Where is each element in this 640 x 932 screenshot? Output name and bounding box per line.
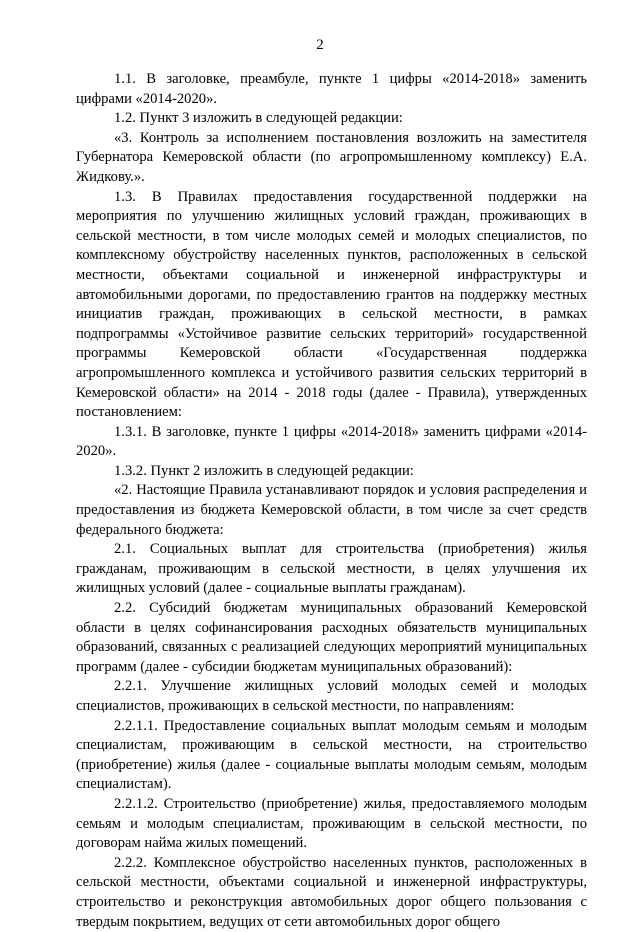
paragraph-1-2: 1.2. Пункт 3 изложить в следующей редакции: (114, 110, 403, 127)
document-body (76, 70, 587, 932)
paragraph-quote-2: «2. Настоящие Правила устанавливают порядок и условия распределения и предоставления из бюджета Кемеровской области, в том числе за счет средств федерального бюджета: (76, 482, 587, 538)
paragraph-2-2-1-2: 2.2.1.2. Строительство (приобретение) жилья, предоставляемого молодым семьям и молодым специалистам, проживающим в сельской местности, по договорам найма жилых помещений. (76, 795, 587, 852)
paragraph-1-3-1: 1.3.1. В заголовке, пункте 1 цифры «2014-2018» заменить цифрами «2014-2020». (76, 423, 587, 460)
paragraph-2-2-1: 2.2.1. Улучшение жилищных условий молодых семей и молодых специалистов, проживающих в сельской местности, по направлениям: (76, 678, 587, 714)
paragraph-1-3-2: 1.3.2. Пункт 2 изложить в следующей редакции: (114, 462, 414, 479)
paragraph-2-2: 2.2. Субсидий бюджетам муниципальных образований Кемеровской области в целях софинансирования расходных обязательств муниципальных образований, связанных с реализацией следующих мероприятий муниципальных программ (далее - субсидии бюджетам муниципальных образований): (76, 600, 587, 675)
paragraph-quote-3: «3. Контроль за исполнением постановления возложить на заместителя Губернатора Кемеровской области (по агропромышленному комплексу) Е.А. Жидкову.». (76, 129, 587, 185)
paragraph-2-2-1-1: 2.2.1.1. Предоставление социальных выплат молодым семьям и молодым специалистам, проживающим в сельской местности, на строительство (приобретение) жилья (далее - социальные выплаты молодым семьям, молодым специалистам). (76, 717, 587, 793)
paragraph-1-1: 1.1. В заголовке, преамбуле, пункте 1 цифры «2014-2018» заменить цифрами «2014-2020». (76, 71, 587, 107)
page-number: 2 (316, 37, 324, 53)
paragraph-2-1: 2.1. Социальных выплат для строительства (приобретения) жилья гражданам, проживающим в сельской местности, в целях улучшения их жилищных условий (далее - социальные выплаты гражданам). (76, 541, 587, 597)
paragraph-2-2-2: 2.2.2. Комплексное обустройство населенных пунктов, расположенных в сельской местности, объектами социальной и инженерной инфраструктуры, строительство и реконструкция автомобильных дорог общего пользования с твердым покрытием, ведущих от сети автомобильных дорог общего (76, 854, 587, 930)
paragraph-1-3: 1.3. В Правилах предоставления государственной поддержки на мероприятия по улучшению жилищных условий граждан, проживающих в сельской местности, в том числе молодых семей и молодых специалистов, по комплексному обустройству населенных пунктов, расположенных в сельской местности, объектами социальной и инженерной инфраструктуры и автомобильными дорогами, по предоставлению грантов на поддержку местных инициатив граждан, проживающих в сельской местности, в рамках подпрограммы «Устойчивое развитие сельских территорий» государственной программы Кемеровской области «Государственная поддержка агропромышленного комплекса и устойчивого развития сельских территорий в Кемеровской области» на 2014 - 2018 годы (далее - Правила), утвержденных постановлением: (76, 188, 587, 421)
